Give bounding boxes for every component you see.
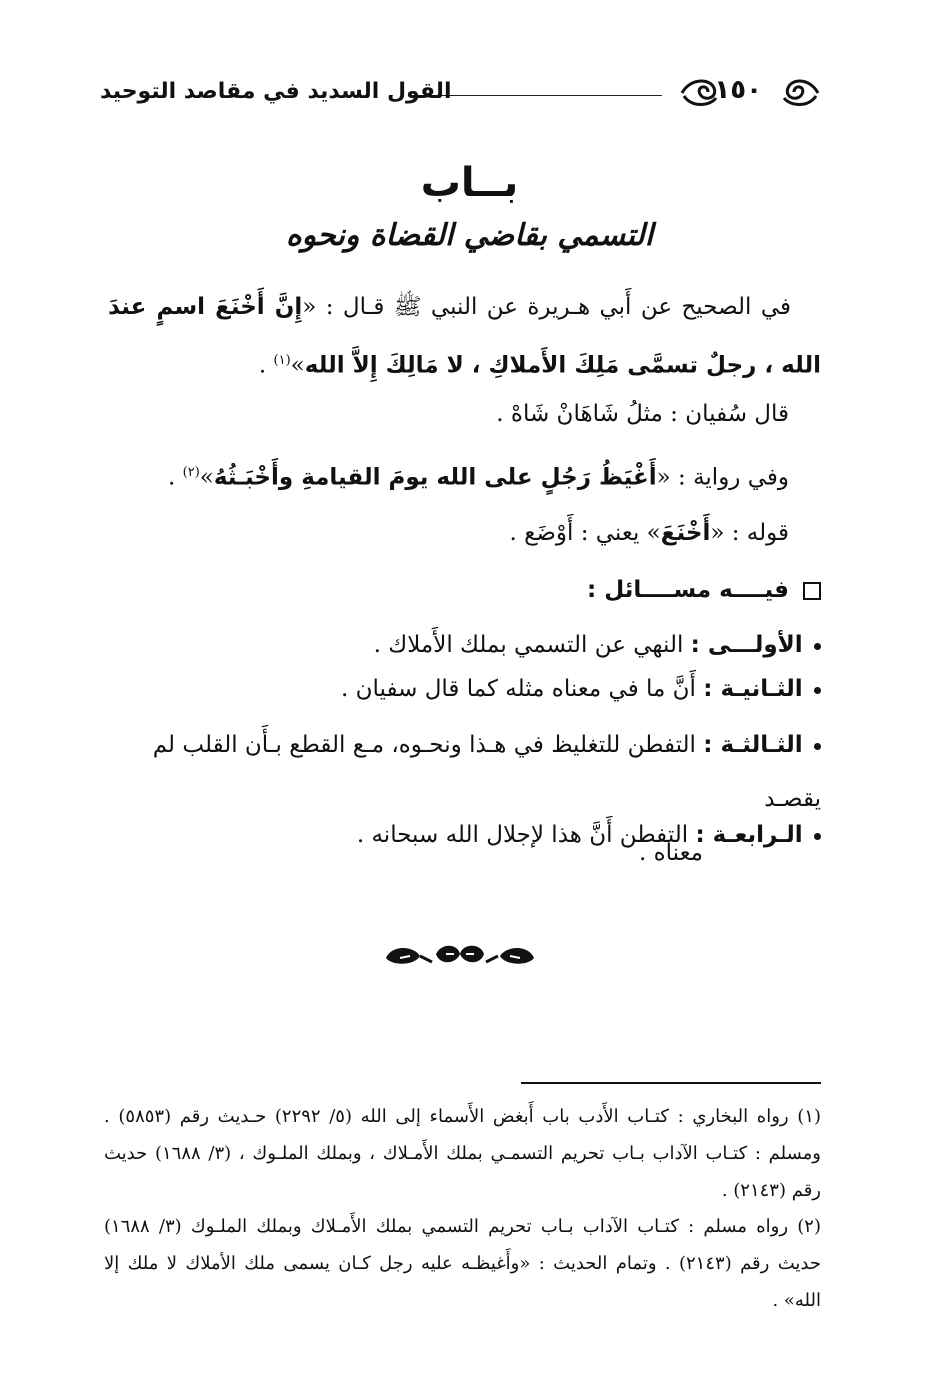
definition-tail: » يعني : أَوْضَع . [509,520,661,546]
definition-intro: قوله : « [710,520,789,546]
footnote-2: (٢) رواه مسلم : كتـاب الآداب بـاب تحريم التسمي بملك الأَمـلاك وبملك الملـوك (٣/ ١٦٨٨) حديث رقم (٢١٤٣) . وتمام الحديث : «وأَغيظـه عليه رجل كـان يسمى ملك الأملاك لا ملك إلا الله» . [104,1216,821,1311]
issue-label: الـرابعـة : [695,822,803,848]
footnote-1: (١) رواه البخاري : كتـاب الأَدب باب أَبغض الأَسماء إلى الله (٥/ ٢٢٩٢) حـديث رقم (٥٨٥٣) . ومسلم : كتـاب الآداب بـاب تحريم التسمـي بملك الأَمـلاك ، وبملك الملـوك ، (٣/ ١٦٨٨) حديث رقم (٢١٤٣) . [104,1106,821,1201]
issues-heading-text: فيــــه مســــائل : [587,577,789,603]
hadith-tail: . [258,352,274,379]
page-number: ١٥٠ [714,75,762,105]
hadith-quote: إِنَّ أَخْنَعَ اسمٍ عندَ الله ، رجلٌ تسمَّى مَلِكَ الأَملاكِ ، لا مَالِكَ إِلاَّ الله [108,294,821,379]
definition-word: أَخْنَعَ [660,520,711,546]
narration-quote: أَغْيَظُ رَجُلٍ على الله يومَ القيامةِ وأَخْبَـثُهُ [213,464,657,491]
square-icon [803,582,821,600]
issue-label: الثـالثـة : [703,732,803,758]
book-title: القول السديد في مقاصد التوحيد [100,79,452,104]
bullet-icon [814,833,821,840]
section-end-ornament-icon [380,940,540,970]
bullet-icon [814,743,821,750]
narration-paragraph [108,446,789,505]
issue-text: التفطن أَنَّ هذا لإجلال الله سبحانه . [356,822,689,848]
issues-heading [587,570,821,610]
issue-text: التفطن للتغليظ في هـذا ونحـوه، مـع القطع بـأَن القلب لم يقصـد [152,732,821,812]
bullet-icon [814,643,821,650]
issue-text-continuation: معناه . [638,840,703,866]
narration-intro: وفي رواية : « [656,464,789,491]
issue-item [108,662,821,716]
chapter-label: بــاب [420,160,519,206]
footnote-rule [521,1082,821,1084]
issue-text: أَنَّ ما في معناه مثله كما قال سفيان . [341,676,696,702]
definition-paragraph [108,506,789,560]
issue-label: الأولـــى : [690,632,803,658]
hadith-intro: في الصحيح عن أَبي هـريرة عن النبي ﷺ قـال : « [302,294,791,320]
footnote-ref-1[interactable]: (١) [273,353,291,368]
page-header [100,70,820,114]
footnote-ref-2[interactable]: (٢) [182,465,200,480]
bullet-icon [814,687,821,694]
issue-label: الثـانيـة : [703,676,803,702]
sufyan-paragraph: قال سُفيان : مثلُ شَاهَانْ شَاهْ . [496,401,789,427]
hadith-paragraph [108,280,821,393]
chapter-title: التسمي بقاضي القضاة ونحوه [285,218,654,253]
narration-tail: . [168,464,183,491]
narration-quote-end: » [199,464,214,491]
issue-item [108,808,821,862]
hadith-quote-end: » [290,352,305,379]
issue-text: النهي عن التسمي بملك الأَملاك . [373,632,684,658]
